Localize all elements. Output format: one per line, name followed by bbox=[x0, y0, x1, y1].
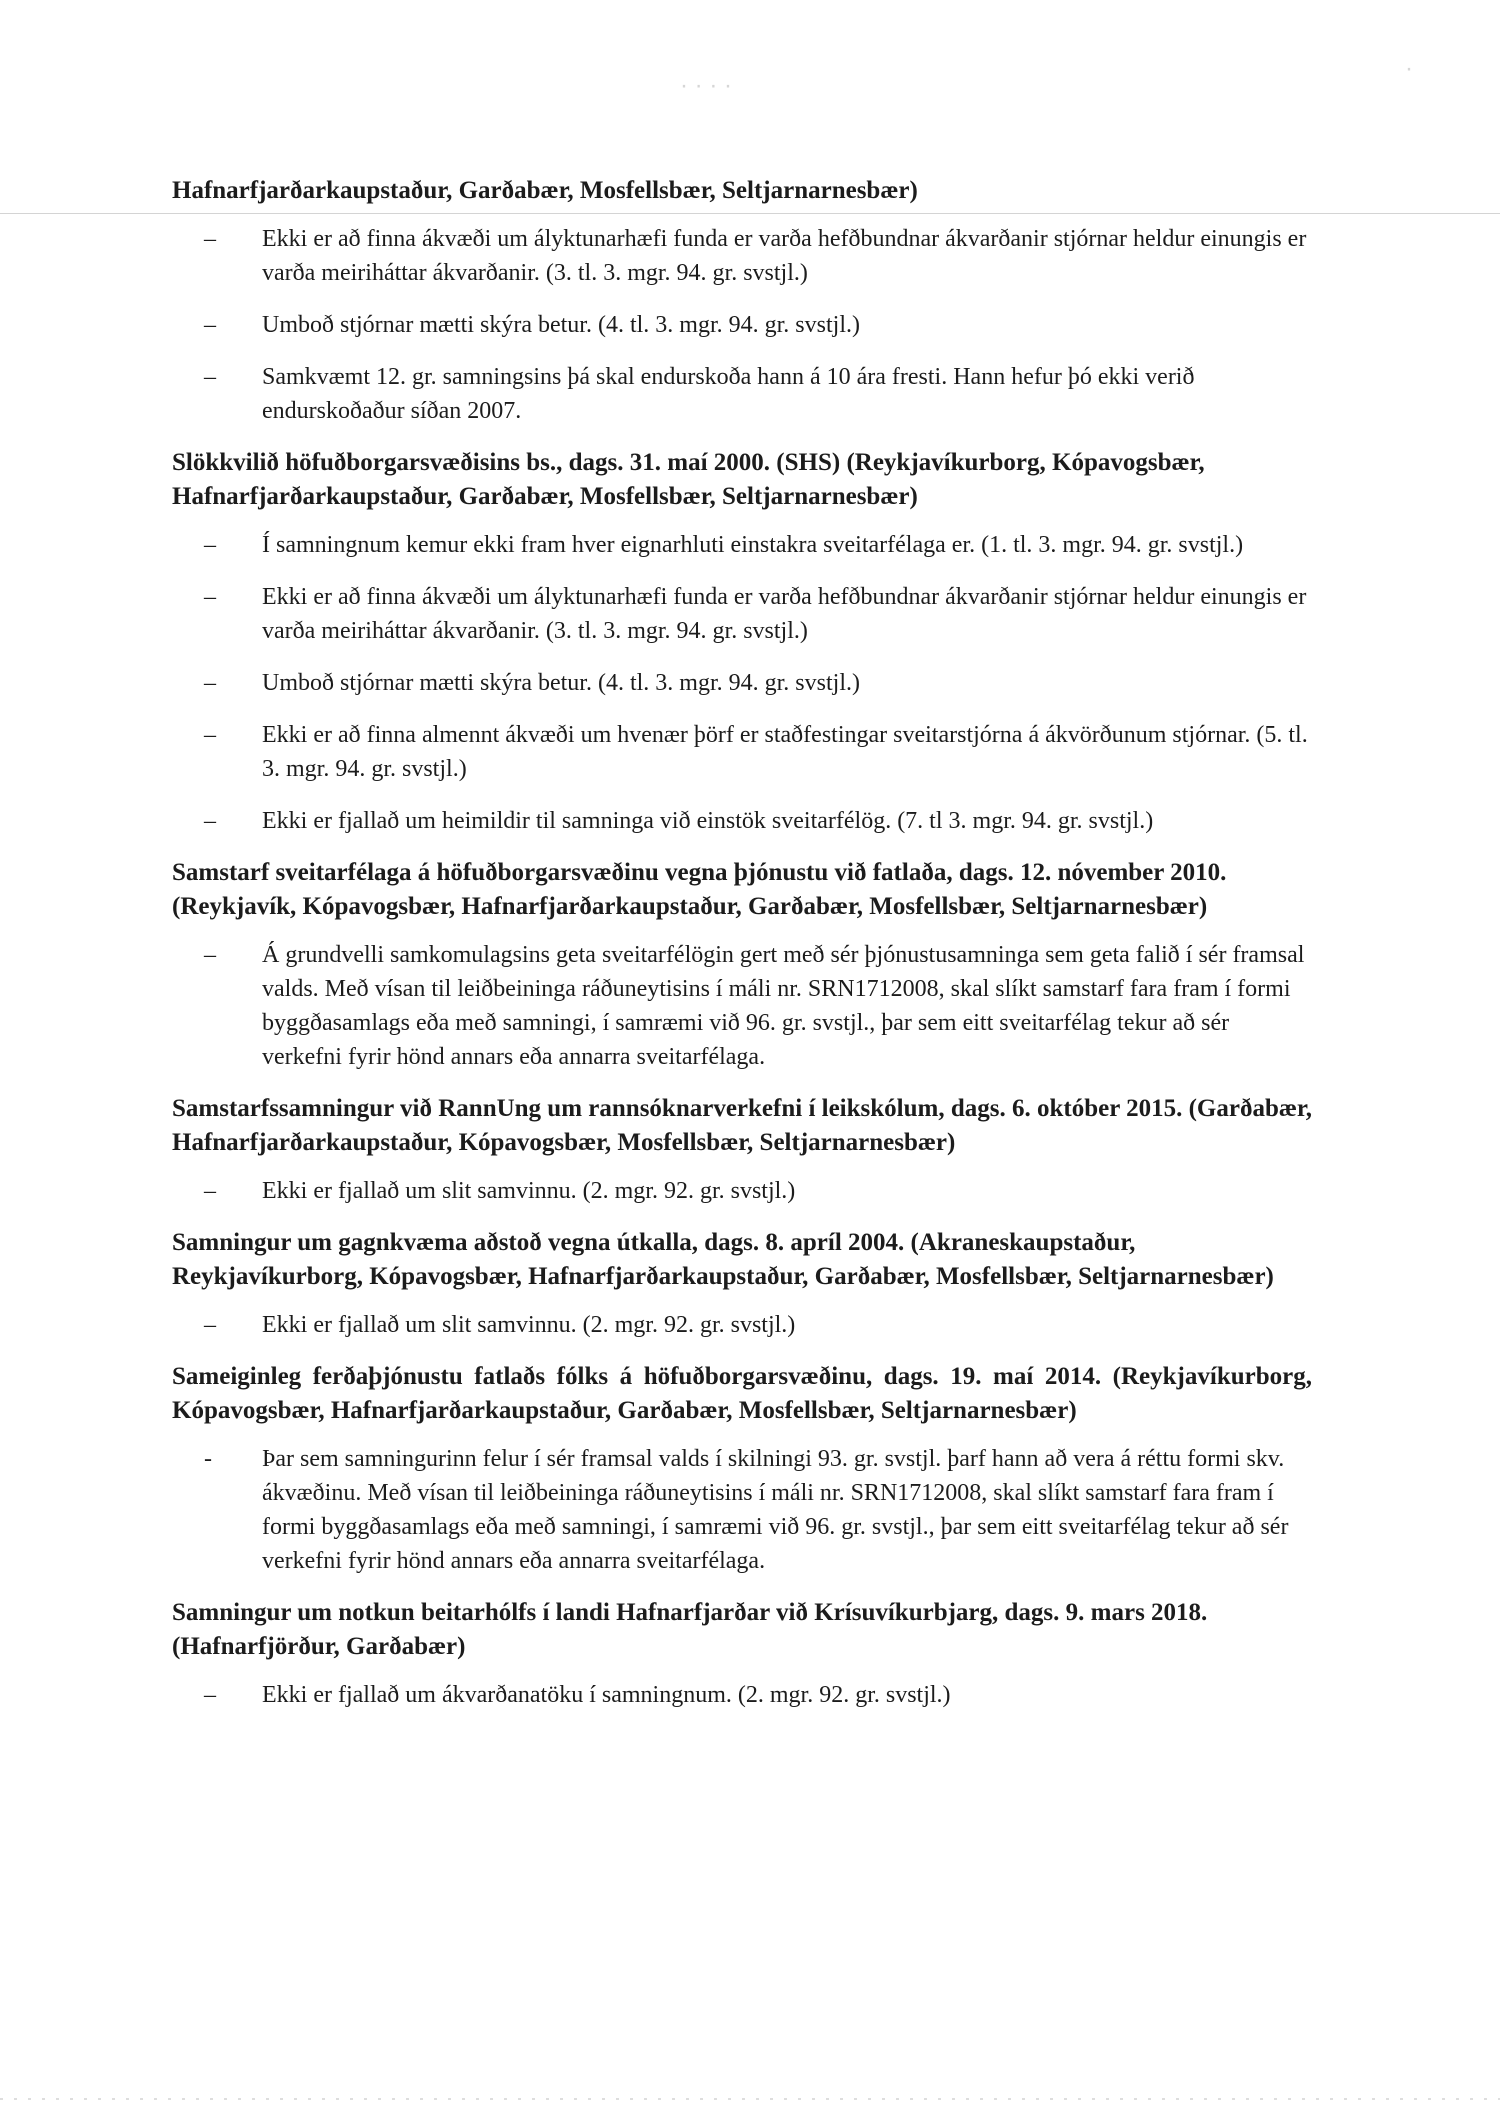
dash-marker: – bbox=[204, 312, 216, 338]
dash-marker: - bbox=[204, 1446, 212, 1472]
bullet-text: Ekki er fjallað um heimildir til samninga við einstök sveitarfélög. (7. tl 3. mgr. 94. gr. svstjl.) bbox=[262, 808, 1154, 834]
dash-marker: – bbox=[204, 1682, 216, 1708]
dash-marker: – bbox=[204, 532, 216, 558]
bullet-item bbox=[172, 1174, 1312, 1208]
bullet-text: Í samningnum kemur ekki fram hver eignarhluti einstakra sveitarfélaga er. (1. tl. 3. mgr. 94. gr. svstjl.) bbox=[262, 532, 1244, 558]
dash-marker: – bbox=[204, 722, 216, 748]
bullet-item bbox=[172, 580, 1312, 648]
header-bullet-list bbox=[172, 222, 1312, 428]
agreement-section bbox=[172, 1226, 1312, 1342]
section-heading: Samningur um gagnkvæma aðstoð vegna útkalla, dags. 8. apríl 2004. (Akraneskaupstaður, Reykjavíkurborg, Kópavogsbær, Hafnarfjarðarkaupstaður, Garðabær, Mosfellsbær, Seltjarnarnesbær) bbox=[172, 1229, 1274, 1290]
agreement-section bbox=[172, 1596, 1312, 1712]
bullet-text: Á grundvelli samkomulagsins geta sveitarfélögin gert með sér þjónustusamninga sem geta falið í sér framsal valds. Með vísan til leiðbeininga ráðuneytisins í máli nr. SRN1712008, skal slíkt samstarf fara fram í formi byggðasamlags eða með samningi, í samræmi við 96. gr. svstjl., þar sem eitt sveitarfélag tekur að sér verkefni fyrir hönd annars eða annarra sveitarfélaga. bbox=[262, 942, 1305, 1070]
bullet-text: Samkvæmt 12. gr. samningsins þá skal endurskoða hann á 10 ára fresti. Hann hefur þó ekki verið endurskoðaður síðan 2007. bbox=[262, 364, 1195, 424]
bullet-text: Ekki er að finna ákvæði um ályktunarhæfi funda er varða hefðbundnar ákvarðanir stjórnar heldur einungis er varða meiriháttar ákvarðanir. (3. tl. 3. mgr. 94. gr. svstjl.) bbox=[262, 226, 1307, 286]
dash-marker: – bbox=[204, 808, 216, 834]
bullet-text: Þar sem samningurinn felur í sér framsal valds í skilningi 93. gr. svstjl. þarf hann að vera á réttu formi skv. ákvæðinu. Með vísan til leiðbeininga ráðuneytisins í máli nr. SRN1712008, skal slíkt samstarf fara fram í formi byggðasamlags eða með samningi, í samræmi við 96. gr. svstjl., þar sem eitt sveitarfélag tekur að sér verkefni fyrir hönd annars eða annarra sveitarfélaga. bbox=[262, 1446, 1289, 1574]
bullet-text: Umboð stjórnar mætti skýra betur. (4. tl. 3. mgr. 94. gr. svstjl.) bbox=[262, 670, 860, 696]
document-body bbox=[172, 174, 1312, 1730]
section-heading: Slökkvilið höfuðborgarsvæðisins bs., dags. 31. maí 2000. (SHS) (Reykjavíkurborg, Kópavogsbær, Hafnarfjarðarkaupstaður, Garðabær, Mosfellsbær, Seltjarnarnesbær) bbox=[172, 449, 1205, 510]
bullet-item bbox=[172, 938, 1312, 1074]
bullet-text: Ekki er að finna almennt ákvæði um hvenær þörf er staðfestingar sveitarstjórna á ákvörðunum stjórnar. (5. tl. 3. mgr. 94. gr. svstjl.) bbox=[262, 722, 1308, 782]
agreement-section bbox=[172, 1092, 1312, 1208]
agreement-section bbox=[172, 446, 1312, 838]
section-heading: Sameiginleg ferðaþjónustu fatlaðs fólks á höfuðborgarsvæðinu, dags. 19. maí 2014. (Reykjavíkurborg, Kópavogsbær, Hafnarfjarðarkaupstaður, Garðabær, Mosfellsbær, Seltjarnarnesbær) bbox=[172, 1363, 1312, 1424]
bullet-item bbox=[172, 308, 1312, 342]
section-heading: Samstarf sveitarfélaga á höfuðborgarsvæðinu vegna þjónustu við fatlaða, dags. 12. nóvember 2010. (Reykjavík, Kópavogsbær, Hafnarfjarðarkaupstaður, Garðabær, Mosfellsbær, Seltjarnarnesbær) bbox=[172, 859, 1227, 920]
section-bullet-list bbox=[172, 1308, 1312, 1342]
section-bullet-list bbox=[172, 1678, 1312, 1712]
bleed-through-mark: · · · · bbox=[680, 72, 732, 99]
dash-marker: – bbox=[204, 1312, 216, 1338]
dash-marker: – bbox=[204, 584, 216, 610]
bullet-text: Ekki er að finna ákvæði um ályktunarhæfi funda er varða hefðbundnar ákvarðanir stjórnar heldur einungis er varða meiriháttar ákvarðanir. (3. tl. 3. mgr. 94. gr. svstjl.) bbox=[262, 584, 1307, 644]
bullet-text: Ekki er fjallað um slit samvinnu. (2. mgr. 92. gr. svstjl.) bbox=[262, 1178, 796, 1204]
bullet-item bbox=[172, 360, 1312, 428]
bleed-through-mark: · bbox=[1405, 55, 1413, 82]
bullet-item bbox=[172, 1442, 1312, 1578]
bullet-item bbox=[172, 666, 1312, 700]
dash-marker: – bbox=[204, 364, 216, 390]
bullet-text: Ekki er fjallað um slit samvinnu. (2. mgr. 92. gr. svstjl.) bbox=[262, 1312, 796, 1338]
bullet-text: Ekki er fjallað um ákvarðanatöku í samningnum. (2. mgr. 92. gr. svstjl.) bbox=[262, 1682, 951, 1708]
section-heading: Samstarfssamningur við RannUng um rannsóknarverkefni í leikskólum, dags. 6. október 2015. (Garðabær, Hafnarfjarðarkaupstaður, Kópavogsbær, Mosfellsbær, Seltjarnarnesbær) bbox=[172, 1095, 1312, 1156]
section-bullet-list bbox=[172, 528, 1312, 838]
bullet-item bbox=[172, 1678, 1312, 1712]
dash-marker: – bbox=[204, 942, 216, 968]
section-bullet-list bbox=[172, 1174, 1312, 1208]
bullet-item bbox=[172, 222, 1312, 290]
section-bullet-list bbox=[172, 938, 1312, 1074]
bullet-text: Umboð stjórnar mætti skýra betur. (4. tl. 3. mgr. 94. gr. svstjl.) bbox=[262, 312, 860, 338]
dash-marker: – bbox=[204, 1178, 216, 1204]
section-bullet-list bbox=[172, 1442, 1312, 1578]
section-list bbox=[172, 446, 1312, 1712]
agreement-section bbox=[172, 856, 1312, 1074]
section-heading: Samningur um notkun beitarhólfs í landi Hafnarfjarðar við Krísuvíkurbjarg, dags. 9. mars 2018. (Hafnarfjörður, Garðabær) bbox=[172, 1599, 1208, 1660]
bullet-item bbox=[172, 528, 1312, 562]
bullet-item bbox=[172, 718, 1312, 786]
agreement-section bbox=[172, 1360, 1312, 1578]
dash-marker: – bbox=[204, 226, 216, 252]
bullet-item bbox=[172, 804, 1312, 838]
bullet-item bbox=[172, 1308, 1312, 1342]
dash-marker: – bbox=[204, 670, 216, 696]
page-header: Hafnarfjarðarkaupstaður, Garðabær, Mosfellsbær, Seltjarnarnesbær) bbox=[172, 177, 918, 204]
scan-edge-dots bbox=[0, 2098, 1500, 2100]
